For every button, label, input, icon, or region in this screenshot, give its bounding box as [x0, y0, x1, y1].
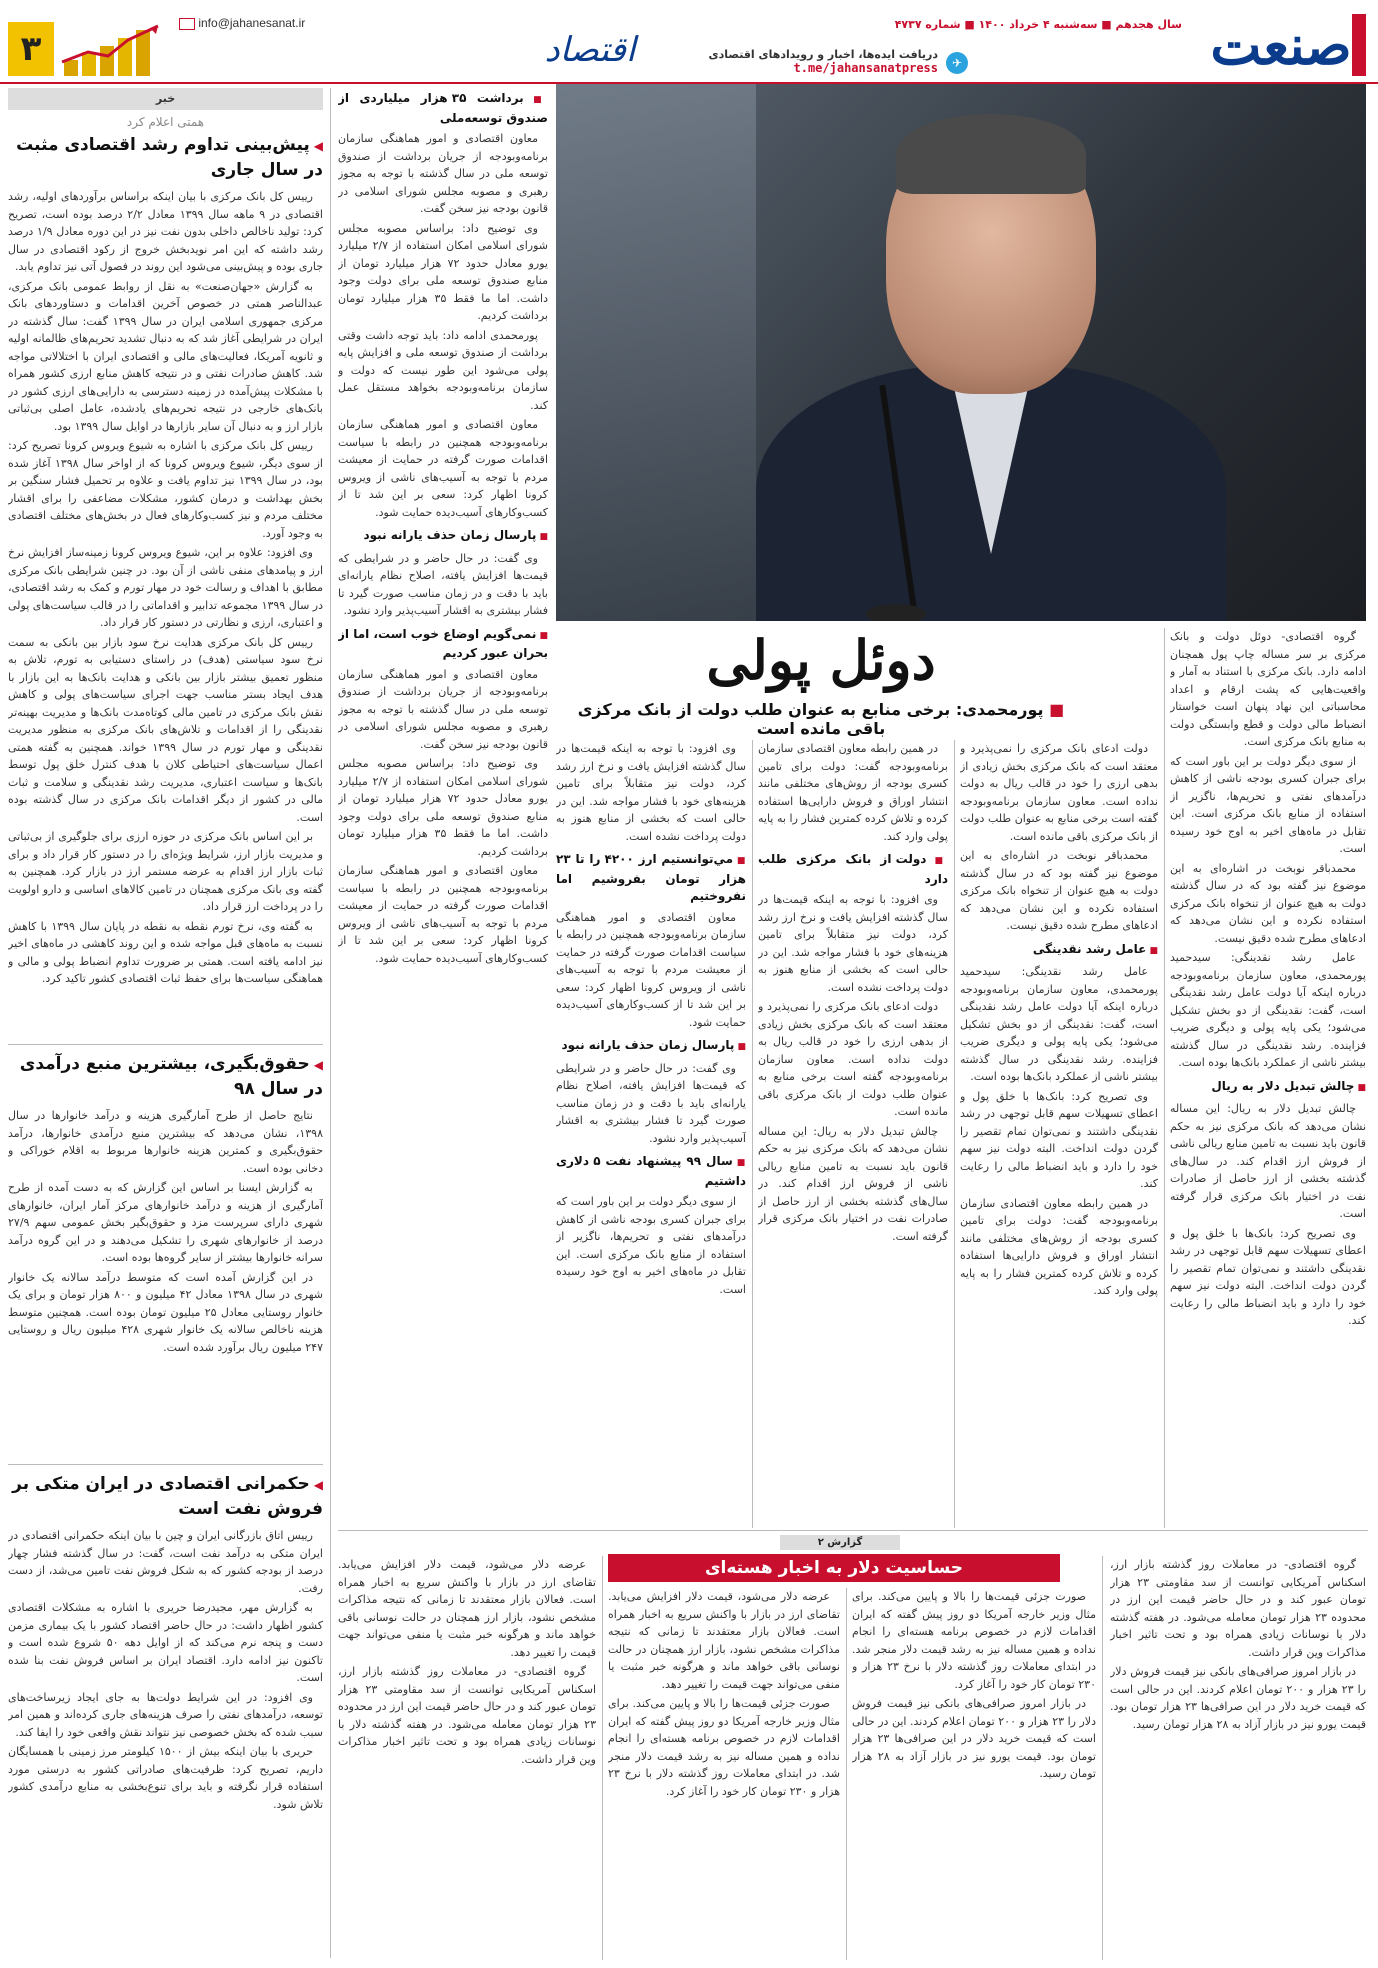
email-text: info@jahanesanat.ir	[198, 16, 306, 30]
subhead: ■ پارسال زمان حذف یارانه نبود	[338, 527, 548, 547]
subhead: ■ چالش تبدیل دلار به ریال	[1170, 1078, 1366, 1098]
issue-info: سال هجدهم ■ سه‌شنبه ۴ خرداد ۱۴۰۰ ■ شماره ۴۷۳۷	[894, 18, 1182, 31]
paragraph: عامل رشد نقدینگی: سیدحمید پورمحمدی، معاون سازمان برنامه‌وبودجه درباره اینکه آیا دولت عامل رشد نقدینگی است، گفت: نقدینگی از دو بخش تشکیل می‌شود؛ یکی پایه پولی و دیگری ضریب فزاینده. رشد نقدینگی در سال گذشته بیشتر ناشی از عملکرد بانک‌ها بوده است.	[1170, 951, 1366, 1069]
paragraph: به گزارش ایسنا بر اساس این گزارش که به دست آمده از طرح آمارگیری از هزینه و درآمد خانوارهای مرکز آمار ایران، خانوارهای شهری دارای سرپرست مزد و حقوق‌بگیر بخش عمومی سهم ۲۷/۹ درصد از خانوارهای شهری را تشکیل می‌دهند و در این گروه درآمد سرانه خانوارها بیشتر از سایر گروه‌ها بوده است.	[8, 1181, 323, 1264]
report-col-1	[1110, 1556, 1366, 1960]
paragraph: به گزارش مهر، مجیدرضا حریری با اشاره به مشکلات اقتصادی کشور اظهار داشت: در حال حاضر اقتصاد کشور با یک بیماری مزمن دست و پنجه نرم می‌کند که از اوایل دهه ۵۰ شروع شده است و تاکنون نیز ادامه دارد. اقتصاد ایران بر اساس فروش نفت بنا شده است.	[8, 1601, 323, 1684]
divider	[338, 1530, 1368, 1531]
main-story-col-1	[1170, 628, 1366, 1528]
paragraph: وی توضیح داد: براساس مصوبه مجلس شورای اسلامی امکان استفاده از ۲/۷ میلیارد یورو معادل حدود ۷۲ هزار میلیارد تومان از منابع صندوق توسعه ملی برای دولت وجود داشت. اما ما فقط ۳۵ هزار میلیارد تومان برداشت کردیم.	[338, 757, 548, 858]
paragraph: گروه اقتصادی- در معاملات روز گذشته بازار ارز، اسکناس آمریکایی توانست از سد مقاومتی ۲۳ هزار تومان عبور کند و در حال حاضر قیمت این ارز در محدوده ۲۳ هزار تومان معامله می‌شود. در هفته گذشته دلار با نوسانات زیادی همراه بود و تحت تاثیر اخبار مذاکرات وین قرار داشت.	[1110, 1558, 1366, 1659]
column-divider	[752, 740, 753, 1528]
headline-marker-icon: ◀	[313, 139, 323, 153]
main-story-col-2	[960, 740, 1158, 1528]
logo-text: صنعت	[1210, 13, 1352, 77]
report-label: گزارش ۲	[780, 1535, 900, 1550]
paragraph: وی گفت: در حال حاضر و در شرایطی که قیمت‌ها افزایش یافته، اصلاح نظام یارانه‌ای باید با دقت و در زمان مناسب صورت گیرد تا فشار بیشتری به اقشار آسیب‌پذیر وارد نشود.	[556, 1061, 746, 1145]
logo-accent	[1352, 14, 1366, 76]
headline-marker-icon: ◀	[313, 1058, 323, 1072]
paragraph: پورمحمدی ادامه داد: باید توجه داشت وقتی برداشت از صندوق توسعه ملی و افزایش پایه پولی می‌شود این طور نیست که دولت و سازمان برنامه‌وبودجه بخواهد مستقل عمل کند.	[338, 328, 548, 412]
column-label: خبر	[8, 88, 323, 110]
subhead: ■ برداشت ۳۵ هزار میلیاردی از صندوق توسعه‌ملی	[338, 90, 548, 127]
column-divider	[954, 740, 955, 1528]
left-story-income	[8, 1050, 323, 1460]
paragraph: از سوی دیگر دولت بر این باور است که برای جبران کسری بودجه ناشی از کاهش درآمدهای نفتی و تحریم‌ها، ناگزیر از استفاده از منابع بانک مرکزی است. این تقابل در ماه‌های اخیر به اوج خود رسیده است.	[1170, 754, 1366, 855]
divider	[8, 1044, 323, 1045]
paragraph: عرضه دلار می‌شود، قیمت دلار افزایش می‌یابد. تقاضای ارز در بازار با واکنش سریع به اخبار همراه است. فعالان بازار معتقدند تا زمانی که نتیجه مذاکرات مشخص نشود، بازار ارز همچنان در حالت نوسانی باقی خواهد ماند و هرگونه خبر مثبت یا منفی می‌تواند جهت قیمت را تغییر دهد.	[608, 1590, 840, 1691]
newspaper-logo[interactable]	[1196, 14, 1366, 76]
headline-text: پیش‌بینی تداوم رشد اقتصادی مثبت در سال جاری	[16, 135, 323, 180]
headline-marker-icon: ◀	[313, 1478, 323, 1492]
report-col-3	[608, 1588, 840, 1960]
subhead: ■ عامل رشد نقدینگی	[960, 941, 1158, 961]
paragraph: به گزارش «جهان‌صنعت» به نقل از روابط عمومی بانک مرکزی، عبدالناصر همتی در خصوص آخرین اقدامات و دستاوردهای بانک مرکزی جمهوری اسلامی ایران در سال ۱۳۹۹ گفت: سال گذشته در ایران در شرایطی آغاز شد که به دنبال تشدید تحریم‌های ظالمانه اولیه و ثانویه آمریکا، فعالیت‌های مالی و اقتصادی ایران با اختلالاتی مواجه شد. کاهش صادرات نفتی و در نتیجه کاهش منابع ارزی کشور همراه با مشکلات پیش‌آمده در زمینه دسترسی به دارایی‌های ارزی کشور در بانک‌های خارجی در نتیجه تحریم‌های یادشده، عامل اصلی بی‌ثباتی بازار ارز و به دنبال آن سایر بازارها در اوایل سال ۱۳۹۹ بود.	[8, 279, 323, 433]
headline-text: حکمرانی اقتصادی در ایران متکی بر فروش نفت است	[12, 1474, 323, 1519]
coins-chart-icon	[58, 22, 168, 77]
column-divider	[1102, 1556, 1103, 1960]
paragraph: حریری با بیان اینکه بیش از ۱۵۰۰ کیلومتر مرز زمینی با همسایگان داریم، تصریح کرد: ظرفیت‌های صادراتی کشور به درستی مورد استفاده قرار نگرفته و باید برای تنوع‌بخشی به منابع درآمدی کشور تلاش شود.	[8, 1745, 323, 1811]
paragraph: رییس اتاق بازرگانی ایران و چین با بیان اینکه حکمرانی اقتصادی در ایران متکی به درآمد نفت است، گفت: در سال گذشته فشار چهار درصد از بودجه کشور که به شکل فروش نفت تامین می‌شد، از دست رفت.	[8, 1529, 323, 1595]
column-divider	[846, 1588, 847, 1960]
paragraph: وی افزود: در این شرایط دولت‌ها به جای ایجاد زیرساخت‌های توسعه، درآمدهای نفتی را صرف هزینه‌های جاری کرده‌اند و همین امر سبب شده که بخش خصوصی نیز نتواند نقش واقعی خود را ایفا کند.	[8, 1690, 323, 1739]
paragraph: در همین رابطه معاون اقتصادی سازمان برنامه‌وبودجه گفت: دولت برای تامین کسری بودجه از روش‌های مختلفی مانند انتشار اوراق و فروش دارایی‌ها استفاده کرده و تلاش کرده کمترین فشار را به پایه پولی وارد کند.	[960, 1196, 1158, 1297]
divider	[8, 1464, 323, 1465]
report-col-4	[338, 1556, 596, 1960]
page-number: ۳	[8, 22, 54, 76]
paragraph: صورت جزئی قیمت‌ها را بالا و پایین می‌کند. برای مثال وزیر خارجه آمریکا دو روز پیش گفته که ایران اقدامات لازم در خصوص برنامه هسته‌ای را انجام نداده و همین مساله نیز به رشد قیمت دلار منجر شد. در ابتدای معاملات روز گذشته دلار با نرخ ۲۳ هزار و ۲۳۰ تومان کار خود را آغاز کرد.	[852, 1590, 1096, 1691]
story-kicker: همتی اعلام کرد	[126, 114, 205, 129]
paragraph: محمدباقر نوبخت در اشاره‌ای به این موضوع نیز گفته بود که در سال گذشته دولت به هیچ عنوان از تنخواه بانک مرکزی استفاده نکرده و این نشان می‌دهد که ادعاهای مطرح شده دقیق نیست.	[960, 849, 1158, 932]
headline-text: حقوق‌بگیری، بیشترین منبع درآمدی در سال ۹۸	[19, 1054, 323, 1099]
paragraph: صورت جزئی قیمت‌ها را بالا و پایین می‌کند. برای مثال وزیر خارجه آمریکا دو روز پیش گفته که ایران اقدامات لازم در خصوص برنامه هسته‌ای را انجام نداده و همین مساله نیز به رشد قیمت دلار منجر شد. در ابتدای معاملات روز گذشته دلار با نرخ ۲۳ هزار و ۲۳۰ تومان کار خود را آغاز کرد.	[608, 1697, 840, 1798]
paragraph: وی تصریح کرد: بانک‌ها با خلق پول و اعطای تسهیلات سهم قابل توجهی در رشد نقدینگی داشتند و نمی‌توان تمام تقصیر را گردن دولت انداخت. البته دولت نیز سهم خود را دارد و باید انضباط مالی را رعایت کند.	[1170, 1226, 1366, 1327]
paragraph: وی تصریح کرد: بانک‌ها با خلق پول و اعطای تسهیلات سهم قابل توجهی در رشد نقدینگی داشتند و نمی‌توان تمام تقصیر را گردن دولت انداخت. البته دولت نیز سهم خود را دارد و باید انضباط مالی را رعایت کند.	[960, 1089, 1158, 1190]
report-headline: حساسیت دلار به اخبار هسته‌ای	[608, 1554, 1060, 1582]
paragraph: معاون اقتصادی و امور هماهنگی سازمان برنامه‌وبودجه همچنین در رابطه با سیاست اقدامات صورت گرفته در حمایت از معیشت مردم با توجه به آسیب‌های ناشی از ویروس کرونا اظهار کرد: سعی بر این شد تا از کسب‌وکارهای آسیب‌دیده حمایت شود.	[338, 418, 548, 519]
column-divider	[602, 1556, 603, 1960]
main-story-col-3	[758, 740, 948, 1528]
paragraph: دولت ادعای بانک مرکزی را نمی‌پذیرد و معتقد است که بانک مرکزی بخش زیادی از بدهی ارزی را خود در قالب ریال به دولت نداده است. معاون سازمان برنامه‌وبودجه گفته است برخی منابع به عنوان طلب دولت از بانک مرکزی باقی مانده است.	[758, 1000, 948, 1118]
subhead: ■ سال ۹۹ پیشنهاد نفت ۵ دلاری داشتیم	[556, 1153, 746, 1190]
paragraph: گروه اقتصادی- دوئل دولت و بانک مرکزی بر سر مساله چاپ پول همچنان ادامه دارد. بانک مرکزی با استناد به آمار و واقعیت‌هایی که پشت ارقام و اعداد محاسباتی این نهاد پنهان است خواستار انضباط مالی دولت و قطع وابستگی دولت به منابع بانک مرکزی است.	[1170, 630, 1366, 748]
paragraph: معاون اقتصادی و امور هماهنگی سازمان برنامه‌وبودجه از جریان برداشت از صندوق توسعه ملی در سال گذشته با توجه به مجوز رهبری و مصوبه مجلس شورای اسلامی در قانون بودجه نیز سخن گفت.	[338, 667, 548, 751]
story-headline	[8, 1052, 323, 1101]
paragraph: چالش تبدیل دلار به ریال: این مساله نشان می‌دهد که بانک مرکزی نیز به حکم قانون باید نسبت به تامین منابع ریالی ناشی از فروش ارز اقدام کند. در سال‌های گذشته بخشی از ارز حاصل از صادرات نفت در اختیار بانک مرکزی قرار گرفته است.	[758, 1124, 948, 1243]
paragraph: وی افزود: با توجه به اینکه قیمت‌ها در سال گذشته افزایش یافت و نرخ ارز رشد کرد، دولت نیز متقابلاً برای تامین هزینه‌های خود با فشار مواجه شد. این در حالی است که بخشی از منابع هنوز به دولت پرداخت نشده است.	[556, 742, 746, 843]
paragraph: معاون اقتصادی و امور هماهنگی سازمان برنامه‌وبودجه همچنین در رابطه با سیاست اقدامات صورت گرفته در حمایت از معیشت مردم با توجه به آسیب‌های ناشی از ویروس کرونا اظهار کرد: سعی بر این شد تا از کسب‌وکارهای آسیب‌دیده حمایت شود.	[338, 864, 548, 965]
email-icon	[179, 18, 195, 30]
subhead: ■ نمی‌گویم اوضاع خوب است، اما از بحران عبور کردیم	[338, 626, 548, 663]
paragraph: در بازار امروز صرافی‌های بانکی نیز قیمت فروش دلار را ۲۳ هزار و ۲۰۰ تومان اعلام کردند. این در حالی است که قیمت خرید دلار در این صرافی‌ها ۲۳ هزار تومان بود. قیمت یورو نیز در بازار آزاد به ۲۸ هزار تومان رسید.	[852, 1697, 1096, 1780]
paragraph: بر این اساس بانک مرکزی در حوزه ارزی برای جلوگیری از بی‌ثباتی و مدیریت بازار ارز، شرایط ویژه‌ای را در دستور کار قرار داد و برای ثبات بازار ارز اقدام به عرضه مستمر ارز در بازار کرد. همچنین به گفته وی بانک مرکزی همچنان در تامین کالاهای اساسی و دارو اولویت را در پرداخت ارز قرار داد.	[8, 830, 323, 913]
story-headline	[8, 1472, 323, 1521]
main-story-col-4	[556, 740, 746, 1528]
paragraph: به گفته وی، نرخ تورم نقطه به نقطه در پایان سال ۱۳۹۹ با کاهش نسبت به ماه‌های قبل مواجه شده و این روند کاهشی در ماه‌های اخیر نیز ادامه یافته است. همتی بر ضرورت تداوم انضباط پولی و مالی و هماهنگی سیاست‌ها برای حفظ ثبات اقتصادی کشور تاکید کرد.	[8, 919, 323, 985]
subhead: ■ پارسال زمان حذف یارانه نبود	[556, 1037, 746, 1057]
section-title: اقتصاد	[544, 30, 636, 70]
paragraph: وی افزود: با توجه به اینکه قیمت‌ها در سال گذشته افزایش یافت و نرخ ارز رشد کرد، دولت نیز متقابلاً برای تامین هزینه‌های خود با فشار مواجه شد. این در حالی است که بخشی از منابع هنوز به دولت پرداخت نشده است.	[758, 893, 948, 994]
paragraph: وی توضیح داد: براساس مصوبه مجلس شورای اسلامی امکان استفاده از ۲/۷ میلیارد یورو معادل حدود ۷۲ هزار میلیارد تومان از منابع صندوق توسعه ملی برای دولت وجود داشت. اما ما فقط ۳۵ هزار میلیارد تومان برداشت کردیم.	[338, 221, 548, 322]
paragraph: نتایج حاصل از طرح آمارگیری هزینه و درآمد خانوارها در سال ۱۳۹۸، نشان می‌دهد که بیشترین منبع درآمدی خانوارها، درآمد حقوق‌بگیری و کمترین هزینه خانوارها مربوط به اقلام خوراکی و دخانی بوده است.	[8, 1109, 323, 1175]
column-divider	[1164, 628, 1165, 1528]
paragraph: عرضه دلار می‌شود، قیمت دلار افزایش می‌یابد. تقاضای ارز در بازار با واکنش سریع به اخبار همراه است. فعالان بازار معتقدند تا زمانی که نتیجه مذاکرات مشخص نشود، بازار ارز همچنان در حالت نوسانی باقی خواهد ماند و هرگونه خبر مثبت یا منفی می‌تواند جهت قیمت را تغییر دهد.	[338, 1558, 596, 1659]
paragraph: از سوی دیگر دولت بر این باور است که برای جبران کسری بودجه ناشی از کاهش درآمدهای نفتی و تحریم‌ها، ناگزیر از استفاده از منابع بانک مرکزی است. این تقابل در ماه‌های اخیر به اوج خود رسیده است.	[556, 1195, 746, 1296]
telegram-link[interactable]: t.me/jahansanatpress	[793, 61, 938, 75]
telegram-icon: ✈	[946, 52, 968, 74]
paragraph: گروه اقتصادی- در معاملات روز گذشته بازار ارز، اسکناس آمریکایی توانست از سد مقاومتی ۲۳ هزار تومان عبور کند و در حال حاضر قیمت این ارز در محدوده ۲۳ هزار تومان معامله می‌شود. در هفته گذشته دلار با نوسانات زیادی همراه بود و تحت تاثیر اخبار مذاکرات وین قرار داشت.	[338, 1665, 596, 1766]
bullet-icon: ■	[1043, 700, 1065, 719]
paragraph: محمدباقر نوبخت در اشاره‌ای به این موضوع نیز گفته بود که در سال گذشته دولت به هیچ عنوان از تنخواه بانک مرکزی استفاده نکرده و این نشان می‌دهد که ادعاهای مطرح شده دقیق نیست.	[1170, 861, 1366, 945]
paragraph: معاون اقتصادی و امور هماهنگی سازمان برنامه‌وبودجه از جریان برداشت از صندوق توسعه ملی در سال گذشته با توجه به مجوز رهبری و مصوبه مجلس شورای اسلامی در قانون بودجه نیز سخن گفت.	[338, 132, 548, 215]
left-news-column	[8, 88, 323, 1040]
story-headline	[8, 133, 323, 182]
subhead: ■ دولت از بانک مرکزی طلب دارد	[758, 851, 948, 888]
email-address[interactable]	[175, 16, 305, 30]
paragraph: رییس کل بانک مرکزی با بیان اینکه براساس برآوردهای اولیه، رشد اقتصادی در ۹ ماهه سال ۱۳۹۹ معادل ۲/۲ درصد بوده است، تصریح کرد: تولید ناخالص داخلی بدون نفت نیز در این دوره معادل ۱/۹ درصد رشد داشته که این امر نویدبخش خروج از رکود اقتصادی در سال جاری بوده و پیش‌بینی می‌شود این روند در فصول آتی نیز تداوم یابد.	[8, 190, 323, 273]
paragraph: معاون اقتصادی و امور هماهنگی سازمان برنامه‌وبودجه همچنین در رابطه با سیاست اقدامات صورت گرفته در حمایت از معیشت مردم با توجه به آسیب‌های ناشی از ویروس کرونا اظهار کرد: سعی بر این شد تا از کسب‌وکارهای آسیب‌دیده حمایت شود.	[556, 910, 746, 1029]
subhead: ■ مي‌توانستیم ارز ۴۲۰۰ را تا ۲۳ هزار تومان بفروشیم اما نفروختیم	[556, 851, 746, 906]
paragraph: دولت ادعای بانک مرکزی را نمی‌پذیرد و معتقد است که بانک مرکزی بخش زیادی از بدهی ارزی را خود در قالب ریال به دولت نداده است. معاون سازمان برنامه‌وبودجه گفته است برخی منابع به عنوان طلب دولت از بانک مرکزی باقی مانده است.	[960, 742, 1158, 843]
report-col-2	[852, 1588, 1096, 1960]
main-photo	[556, 84, 1366, 621]
telegram-promo[interactable]	[708, 48, 963, 75]
left-story-oil	[8, 1470, 323, 1960]
main-subheadline	[556, 700, 1086, 738]
main-headline: دوئل پولی	[706, 628, 936, 692]
masthead	[0, 0, 1378, 84]
paragraph: در این گزارش آمده است که متوسط درآمد سالانه یک خانوار شهری در سال ۱۳۹۸ معادل ۴۲ میلیون و ۸۰۰ هزار تومان و برای یک خانوار روستایی معادل ۲۵ میلیون تومان بوده است. همچنین متوسط هزینه ناخالص سالانه یک خانوار شهری ۴۲۸ میلیون ریال و روستایی ۲۴۷ میلیون ریال برآورد شده است.	[8, 1270, 323, 1354]
column-divider	[330, 88, 331, 1958]
paragraph: وی افزود: علاوه بر این، شیوع ویروس کرونا زمینه‌ساز افزایش نرخ ارز و پیامدهای منفی ناشی از آن بود. در چنین شرایطی بانک مرکزی مطابق با اهداف و رسالت خود در مهار تورم و کمک به رشد اقتصادی، در سال ۱۳۹۹ مجموعه تدابیر و اقداماتی را در قالب سیاست‌های پولی و اعتباری، ارزی و نظارتی در دستور کار قرار داد.	[8, 546, 323, 629]
paragraph: عامل رشد نقدینگی: سیدحمید پورمحمدی، معاون سازمان برنامه‌وبودجه درباره اینکه آیا دولت عامل رشد نقدینگی است، گفت: نقدینگی از دو بخش تشکیل می‌شود؛ یکی پایه پولی و دیگری ضریب فزاینده. رشد نقدینگی در سال گذشته بیشتر ناشی از عملکرد بانک‌ها بوده است.	[960, 965, 1158, 1083]
center-column	[338, 84, 548, 1524]
paragraph: چالش تبدیل دلار به ریال: این مساله نشان می‌دهد که بانک مرکزی نیز به حکم قانون باید نسبت به تامین منابع ریالی ناشی از فروش ارز اقدام کند. در سال‌های گذشته بخشی از ارز حاصل از صادرات نفت در اختیار بانک مرکزی قرار گرفته است.	[1170, 1102, 1366, 1220]
paragraph: رییس کل بانک مرکزی با اشاره به شیوع ویروس کرونا تصریح کرد: از سوی دیگر، شیوع ویروس کرونا که از اواخر سال ۱۳۹۸ آغاز شده بود، در سال ۱۳۹۹ نیز تداوم یافت و علاوه بر تحمیل فشار سنگین بر بخش بهداشت و درمان کشور، مشکلات مضاعفی را برای اقشار مختلف مردم و نیز کسب‌وکارهای فعال در بخش‌های مختلف اقتصادی به وجود آورد.	[8, 439, 323, 540]
telegram-caption: دریافت ایده‌ها، اخبار و رویدادهای اقتصادی	[708, 48, 938, 61]
subtitle-text: پورمحمدی: برخی منابع به عنوان طلب دولت از بانک مرکزی باقی مانده است	[577, 700, 1044, 738]
paragraph: در همین رابطه معاون اقتصادی سازمان برنامه‌وبودجه گفت: دولت برای تامین کسری بودجه از روش‌های مختلفی مانند انتشار اوراق و فروش دارایی‌ها استفاده کرده و تلاش کرده کمترین فشار را به پایه پولی وارد کند.	[758, 742, 948, 843]
paragraph: وی گفت: در حال حاضر و در شرایطی که قیمت‌ها افزایش یافته، اصلاح نظام یارانه‌ای باید با دقت و در زمان مناسب صورت گیرد تا فشار بیشتری به اقشار آسیب‌پذیر وارد نشود.	[338, 551, 548, 617]
paragraph: در بازار امروز صرافی‌های بانکی نیز قیمت فروش دلار را ۲۳ هزار و ۲۰۰ تومان اعلام کردند. این در حالی است که قیمت خرید دلار در این صرافی‌ها ۲۳ هزار تومان بود. قیمت یورو نیز در بازار آزاد به ۲۸ هزار تومان رسید.	[1110, 1665, 1366, 1731]
paragraph: رییس کل بانک مرکزی هدایت نرخ سود بازار بین بانکی به سمت نرخ سود سیاستی (هدف) در راستای دستیابی به تورم، تلاش به منظور تعمیق بیشتر بازار بین بانکی و هدایت بانک‌ها به این بازار با هدف ایجاد بستر مناسب جهت اجرای سیاست‌های پولی و کاهش نقش بانک مرکزی در تامین مالی کوتاه‌مدت بانک‌ها و مدیریت بهینه‌تر نقدینگی را از اقدامات و تلاش‌های بانک مرکزی به منظور مدیریت نقدینگی و مهار تورم در سال ۱۳۹۹ خواند. همچنین به گفته همتی اعمال سیاست‌های احتیاطی کلان با هدف کنترل خلق پول توسط بانک‌ها و سیاست اعتباری، مدیریت رشد نقدینگی و سلامت و ثبات مالی در کشور از دیگر اقدامات بانک مرکزی در سال گذشته بوده است.	[8, 635, 323, 824]
